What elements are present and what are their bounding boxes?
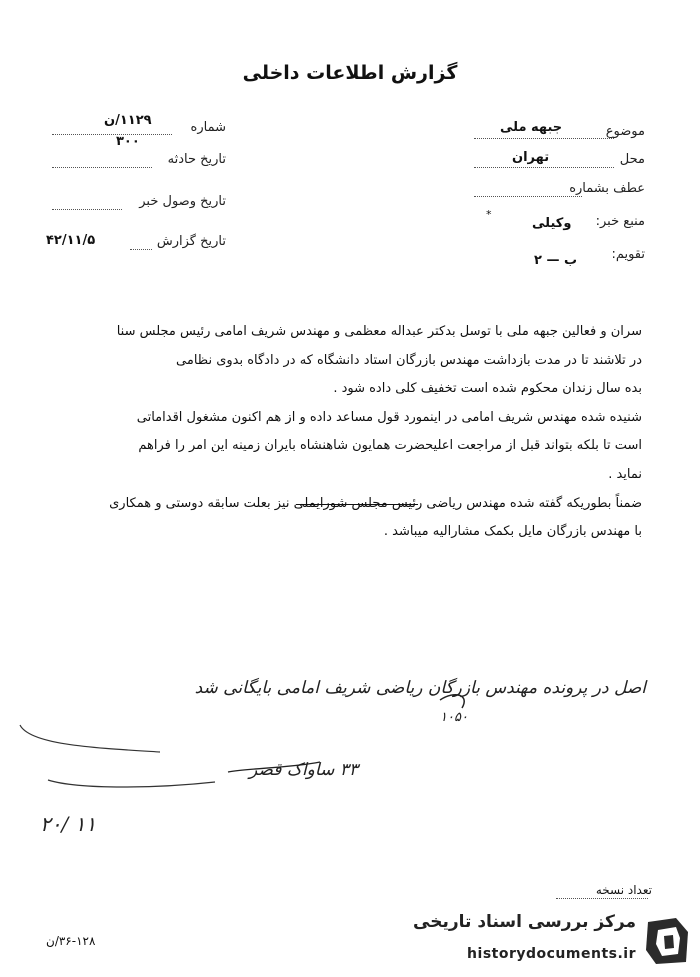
number-label: شماره [190, 120, 226, 135]
body-line-5: است تا بلکه بتواند قبل از مراجعت اعلیحضرت همایون شاهنشاه بایران زمینه این امر را فراهم [138, 438, 642, 454]
body-line-8: با مهندس بازرگان مایل بکمک مشارالیه میباشد . [383, 524, 642, 540]
source-value: وکیلی [532, 216, 572, 231]
handwritten-savak-note: ۳۳ ساواک قصر [249, 760, 358, 780]
body-line-7: ضمناً بطوریکه گفته شده مهندس ریاضی رئیس مجلس شورایملی نیز بعلت سابقه دوستی و همکاری [109, 495, 642, 511]
report-date-value: ۴۲/۱۱/۵ [46, 233, 96, 248]
place-value: تهران [512, 150, 550, 165]
receipt-date-label: تاریخ وصول خبر [139, 194, 226, 209]
copies-label: تعداد نسخه [595, 883, 652, 897]
body-line-4: شنیده شده مهندس شریف امامی در اینمورد قول مساعد داده و از هم اکنون مشغول اقداماتی [136, 409, 642, 425]
place-label: محل [619, 152, 645, 167]
handwritten-archive-note: اصل در پرونده مهندس بازرگان ریاضی شریف امامی بایگانی شد [194, 678, 646, 698]
asterisk-mark: * [486, 208, 492, 221]
body-line-3: بده سال زندان محکوم شده است تخفیف کلی داده شود . [333, 381, 642, 397]
body-line-2: در تلاشند تا در مدت بازداشت مهندس بازرگان استاد دانشگاه که در دادگاه بدوی نظامی [176, 352, 642, 368]
handwritten-margin-note: ۲۰/ ۱۱ [40, 812, 97, 836]
evaluation-label: تقویم: [611, 247, 645, 262]
document-code: ۳۶-۱۲۸/ن [46, 934, 96, 948]
report-date-label: تاریخ گزارش [156, 234, 226, 249]
number-sub-value: ۳۰۰ [116, 134, 140, 149]
archive-logo-icon [642, 914, 694, 968]
subject-label: موضوع [605, 124, 645, 139]
archive-watermark [394, 908, 694, 974]
source-label: منبع خبر: [595, 214, 645, 229]
report-title: گزارش اطلاعات داخلی [242, 62, 458, 84]
reference-label: عطف بشماره [569, 181, 645, 196]
incident-date-label: تاریخ حادثه [167, 152, 226, 167]
subject-value: جبهه ملی [500, 120, 563, 135]
archive-url: historydocuments.ir [467, 946, 636, 962]
handwritten-archive-number: ۱۰۵۰ [440, 710, 468, 725]
body-line-6: نماید . [608, 466, 642, 482]
copies-dotted-line [556, 897, 648, 899]
evaluation-value: ب — ۲ [534, 253, 578, 268]
number-value: ۱۱۲۹/ن [104, 113, 152, 128]
body-line-1: سران و فعالین جبهه ملی با توسل بدکتر عبداله معظمی و مهندس شریف امامی رئیس مجلس سنا [116, 324, 642, 339]
archive-name: مرکز بررسی اسناد تاریخی [413, 912, 636, 932]
